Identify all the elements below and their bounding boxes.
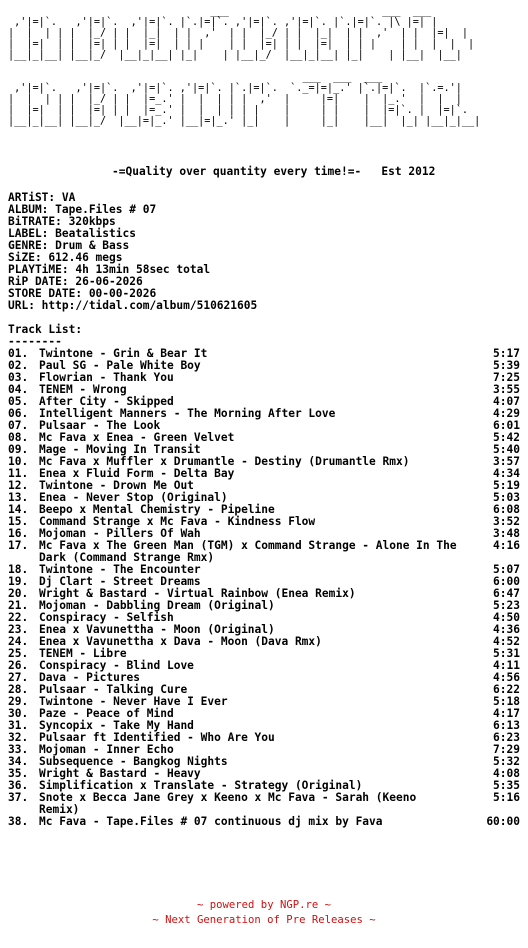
track-duration: 4:08 (493, 767, 520, 780)
track-number: 15. (8, 515, 29, 528)
track-title: Pulsaar - The Look (39, 419, 161, 432)
track-number: 13. (8, 491, 29, 504)
track-title: Paul SG - Pale White Boy (39, 359, 201, 372)
info-bitrate: BiTRATE: 320kbps (8, 215, 116, 228)
track-number: 29. (8, 695, 29, 708)
track-number: 37. (8, 791, 29, 804)
track-duration: 6:47 (493, 587, 520, 600)
track-duration: 6:00 (493, 575, 520, 588)
track-number: 09. (8, 443, 29, 456)
track-duration: 3:48 (493, 527, 520, 540)
info-artist: ARTiST: VA (8, 191, 76, 204)
track-title: Simplification x Translate - Strategy (Original) (39, 779, 363, 792)
track-duration: 5:32 (493, 755, 520, 768)
track-duration: 5:18 (493, 695, 520, 708)
track-title: Twintone - Never Have I Ever (39, 695, 228, 708)
track-number: 30. (8, 707, 29, 720)
info-label: LABEL: Beatalistics (8, 227, 136, 240)
track-duration: 5:19 (493, 479, 520, 492)
track-number: 07. (8, 419, 29, 432)
track-duration: 4:36 (493, 623, 520, 636)
track-duration: 5:39 (493, 359, 520, 372)
track-duration: 3:55 (493, 383, 520, 396)
track-number: 11. (8, 467, 29, 480)
track-title: Twintone - The Encounter (39, 563, 201, 576)
info-album: ALBUM: Tape.Files # 07 (8, 203, 157, 216)
info-rip-date: RiP DATE: 26-06-2026 (8, 275, 143, 288)
track-title: Pulsaar - Talking Cure (39, 683, 188, 696)
track-title: Enea x Vavunettha - Moon (Original) (39, 623, 275, 636)
track-title: Mc Fava - Tape.Files # 07 continuous dj mix by Fava (39, 815, 383, 828)
track-title: After City - Skipped (39, 395, 174, 408)
track-title: Wright & Bastard - Virtual Rainbow (Enea Remix) (39, 587, 356, 600)
track-number: 35. (8, 767, 29, 780)
info-url: URL: http://tidal.com/album/510621605 (8, 299, 258, 312)
track-title: Beepo x Mental Chemistry - Pipeline (39, 503, 275, 516)
track-duration: 5:40 (493, 443, 520, 456)
track-number: 36. (8, 779, 29, 792)
track-row (8, 816, 520, 828)
track-duration: 5:17 (493, 347, 520, 360)
track-duration: 5:35 (493, 779, 520, 792)
track-number: 18. (8, 563, 29, 576)
track-title: Flowrian - Thank You (39, 371, 174, 384)
track-duration: 4:29 (493, 407, 520, 420)
track-duration: 5:03 (493, 491, 520, 504)
track-duration: 6:22 (493, 683, 520, 696)
track-duration: 4:34 (493, 467, 520, 480)
track-number: 32. (8, 731, 29, 744)
track-row (8, 540, 520, 564)
track-title: Enea - Never Stop (Original) (39, 491, 228, 504)
track-title: Wright & Bastard - Heavy (39, 767, 201, 780)
track-number: 14. (8, 503, 29, 516)
track-number: 03. (8, 371, 29, 384)
track-title: Mojoman - Pillers Of Wah (39, 527, 201, 540)
track-number: 08. (8, 431, 29, 444)
track-number: 34. (8, 755, 29, 768)
track-title: Mage - Moving In Transit (39, 443, 201, 456)
tracklist-header (8, 324, 82, 348)
track-duration: 5:07 (493, 563, 520, 576)
track-title: Enea x Vavunettha x Dava - Moon (Dava Rmx) (39, 635, 322, 648)
track-number: 01. (8, 347, 29, 360)
track-number: 12. (8, 479, 29, 492)
track-duration: 3:57 (493, 455, 520, 468)
track-duration: 4:52 (493, 635, 520, 648)
track-title: Intelligent Manners - The Morning After Love (39, 407, 336, 420)
track-number: 17. (8, 539, 29, 552)
info-store-date: STORE DATE: 00-00-2026 (8, 287, 157, 300)
track-number: 06. (8, 407, 29, 420)
track-duration: 6:13 (493, 719, 520, 732)
track-number: 27. (8, 671, 29, 684)
track-duration: 4:16 (493, 539, 520, 552)
track-number: 22. (8, 611, 29, 624)
track-duration: 5:23 (493, 599, 520, 612)
ascii-art-logo: ___ ___ ___ ,'|=|`. ,'|=|`. ,'|=|`. |`.|=|`. ,'|=|`. ,'|=|`. |`.|=|`. |\ |=| | | | | | | |_/ | | |_| | | ,' | | |_/ | | |_| | | ,' | | |=| | | |=| | | |=| | | |=| | | | | | |=| | | |=| | | | | | | | | |__|_|__| |__|_/ |__|_|__| |_| | |__|_/ |__|_|__| |_| | |__| |__| ___ ___ ___ ,'|=|`. ,'|=|`. ,'|=|`. ,'|=|`. |`.|=|`. `._=|=|_.' |`.|=|`. |`.=.'| | | | | | |_/ | | |=_.' | | | | | ,' | |=| | |_.' | | | | |=| | | |=| | | |=_.' | | | | | | | | | | |=|`. | |=|`. |__|_|__| |__|_/ |__|=|_.' |__|=|_.' |_| | |_| |__| |_| |__|_|__| (8, 6, 481, 127)
track-number: 33. (8, 743, 29, 756)
tracklist-title: Track List: (8, 323, 83, 336)
track-duration: 3:52 (493, 515, 520, 528)
track-duration: 4:17 (493, 707, 520, 720)
track-row (8, 792, 520, 816)
track-number: 19. (8, 575, 29, 588)
track-number: 21. (8, 599, 29, 612)
track-title: Command Strange x Mc Fava - Kindness Flow (39, 515, 316, 528)
track-title: TENEM - Wrong (39, 383, 127, 396)
tracklist (8, 348, 520, 828)
track-title: Mojoman - Dabbling Dream (Original) (39, 599, 275, 612)
tagline: -=Quality over quantity every time!=- Est 2012 (112, 165, 436, 178)
track-duration: 4:07 (493, 395, 520, 408)
footer (0, 898, 528, 928)
track-title: Conspiracy - Selfish (39, 611, 174, 624)
track-number: 38. (8, 815, 29, 828)
track-title: Enea x Fluid Form - Delta Bay (39, 467, 235, 480)
track-title: Mc Fava x Muffler x Drumantle - Destiny (Drumantle Rmx) (39, 455, 410, 468)
track-title: Mc Fava x Enea - Green Velvet (39, 431, 235, 444)
tracklist-rule: -------- (8, 335, 62, 348)
track-duration: 6:01 (493, 419, 520, 432)
track-number: 24. (8, 635, 29, 648)
track-duration: 5:31 (493, 647, 520, 660)
track-duration: 6:08 (493, 503, 520, 516)
info-size: SiZE: 612.46 megs (8, 251, 123, 264)
track-duration: 60:00 (486, 815, 520, 828)
track-title: Syncopix - Take My Hand (39, 719, 194, 732)
info-playtime: PLAYTiME: 4h 13min 58sec total (8, 263, 211, 276)
track-number: 10. (8, 455, 29, 468)
track-title: Mojoman - Inner Echo (39, 743, 174, 756)
track-title: Paze - Peace of Mind (39, 707, 174, 720)
track-number: 26. (8, 659, 29, 672)
track-title: Mc Fava x The Green Man (TGM) x Command Strange - Alone In The Dark (Command Strange Rmx) (39, 539, 464, 564)
track-title: Twintone - Drown Me Out (39, 479, 194, 492)
track-number: 16. (8, 527, 29, 540)
track-duration: 5:42 (493, 431, 520, 444)
track-number: 23. (8, 623, 29, 636)
release-info (8, 192, 257, 312)
track-number: 02. (8, 359, 29, 372)
track-number: 31. (8, 719, 29, 732)
track-number: 25. (8, 647, 29, 660)
track-title: Snote x Becca Jane Grey x Keeno x Mc Fava - Sarah (Keeno Remix) (39, 791, 423, 816)
track-title: Dava - Pictures (39, 671, 141, 684)
track-duration: 4:11 (493, 659, 520, 672)
track-number: 04. (8, 383, 29, 396)
track-number: 05. (8, 395, 29, 408)
track-title: Pulsaar ft Identified - Who Are You (39, 731, 275, 744)
footer-powered-by: ~ powered by NGP.re ~ (197, 899, 331, 911)
track-duration: 7:29 (493, 743, 520, 756)
track-duration: 6:23 (493, 731, 520, 744)
track-number: 20. (8, 587, 29, 600)
track-title: Dj Clart - Street Dreams (39, 575, 201, 588)
footer-tagline: ~ Next Generation of Pre Releases ~ (152, 914, 376, 926)
track-title: Subsequence - Bangkog Nights (39, 755, 228, 768)
track-duration: 4:56 (493, 671, 520, 684)
track-title: TENEM - Libre (39, 647, 127, 660)
track-title: Conspiracy - Blind Love (39, 659, 194, 672)
track-duration: 7:25 (493, 371, 520, 384)
info-genre: GENRE: Drum & Bass (8, 239, 130, 252)
track-title: Twintone - Grin & Bear It (39, 347, 208, 360)
track-number: 28. (8, 683, 29, 696)
track-duration: 5:16 (493, 791, 520, 804)
track-duration: 4:50 (493, 611, 520, 624)
